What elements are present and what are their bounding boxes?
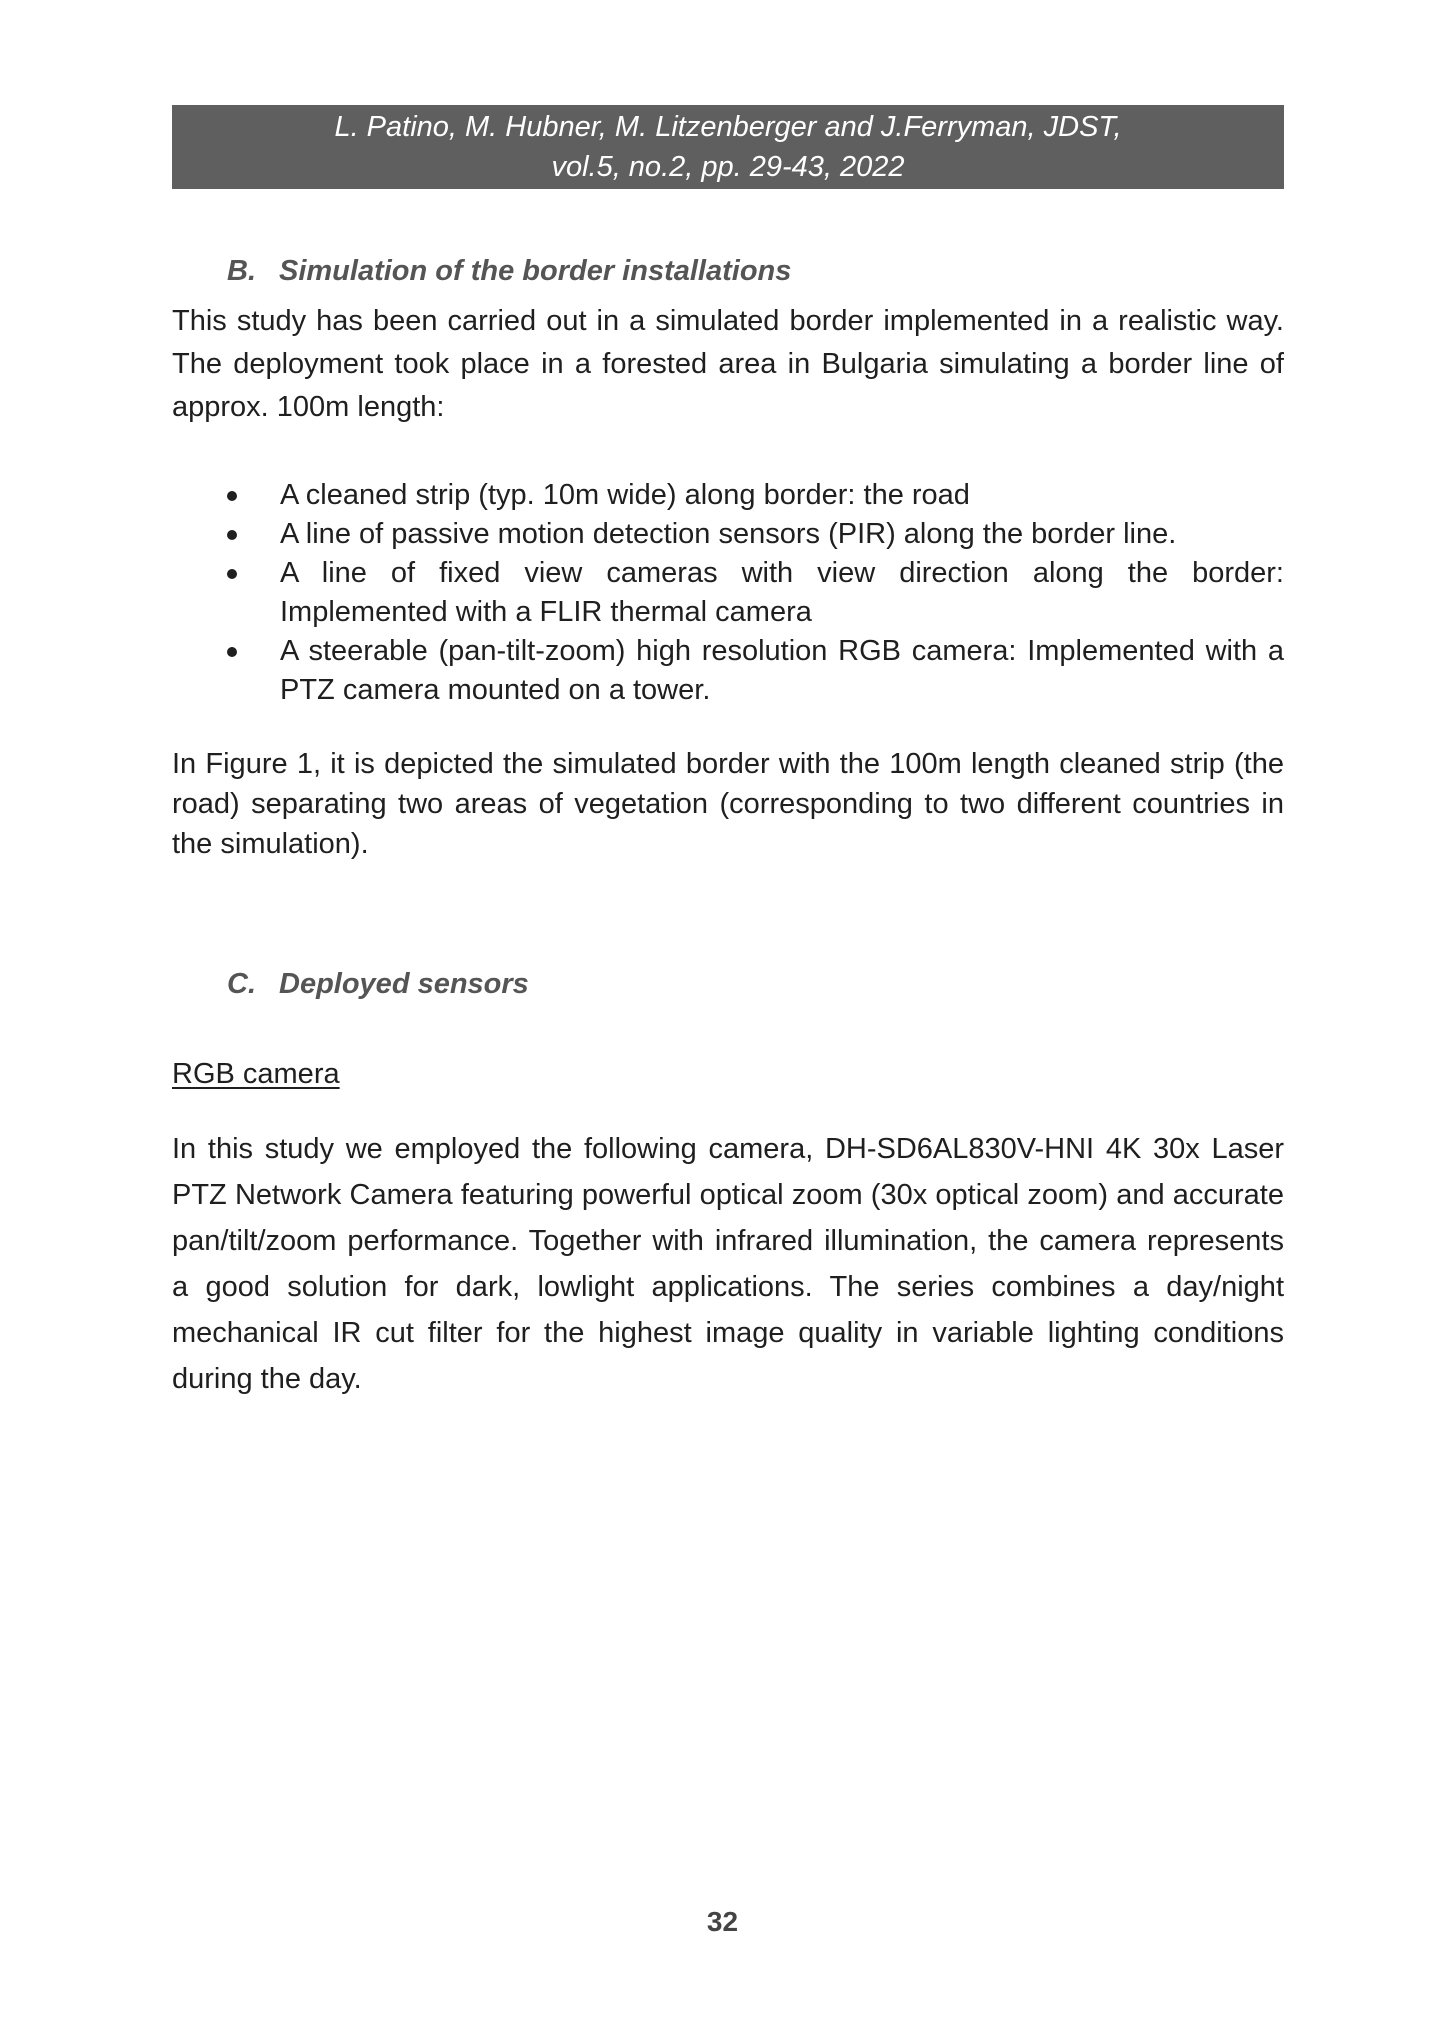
bullet-text: A line of passive motion detection sensors (PIR) along the border line.: [280, 518, 1177, 550]
section-c-title: Deployed sensors: [279, 968, 529, 1000]
bullet-dot-icon: [227, 491, 237, 501]
bullet-text: A steerable (pan-tilt-zoom) high resolution RGB camera: Implemented with a PTZ camera mounted on a tower.: [280, 635, 1284, 706]
section-b-intro-paragraph: This study has been carried out in a simulated border implemented in a realistic way. The deployment took place in a forested area in Bulgaria simulating a border line of approx. 100m length:: [172, 305, 1284, 423]
section-b-heading: [227, 253, 791, 289]
section-c-letter: C.: [227, 968, 256, 1000]
running-header-citation: vol.5, no.2, pp. 29-43, 2022: [551, 151, 905, 183]
bullet-dot-icon: [227, 647, 237, 657]
bullet-item: [172, 476, 1284, 515]
section-b-letter: B.: [227, 255, 256, 287]
bullet-text: A line of fixed view cameras with view direction along the border: Implemented with a FLIR thermal camera: [280, 557, 1284, 628]
running-header-authors: L. Patino, M. Hubner, M. Litzenberger and J.Ferryman, JDST,: [334, 111, 1122, 143]
bullet-text: A cleaned strip (typ. 10m wide) along border: the road: [280, 479, 970, 511]
section-b-title: Simulation of the border installations: [279, 255, 792, 287]
figure-description-paragraph: In Figure 1, it is depicted the simulated border with the 100m length cleaned strip (the road) separating two areas of vegetation (corresponding to two different countries in the simulation).: [172, 748, 1284, 860]
running-header: [172, 105, 1284, 189]
page-number: 32: [706, 1906, 739, 1937]
bullet-dot-icon: [227, 569, 237, 579]
bullet-item: [172, 515, 1284, 554]
rgb-camera-paragraph: In this study we employed the following camera, DH-SD6AL830V-HNI 4K 30x Laser PTZ Network Camera featuring powerful optical zoom (30x optical zoom) and accurate pan/tilt/zoom performance. Together with infrared illumination, the camera represents a good solution for dark, lowlight applications. The series combines a day/night mechanical IR cut filter for the highest image quality in variable lighting conditions during the day.: [172, 1133, 1284, 1395]
bullet-item: [172, 554, 1284, 632]
section-c-heading: [227, 966, 529, 1002]
rgb-camera-subheading: RGB camera: [172, 1058, 340, 1090]
bullet-dot-icon: [227, 530, 237, 540]
bullet-item: [172, 632, 1284, 710]
installation-bullet-list: [172, 476, 1284, 710]
